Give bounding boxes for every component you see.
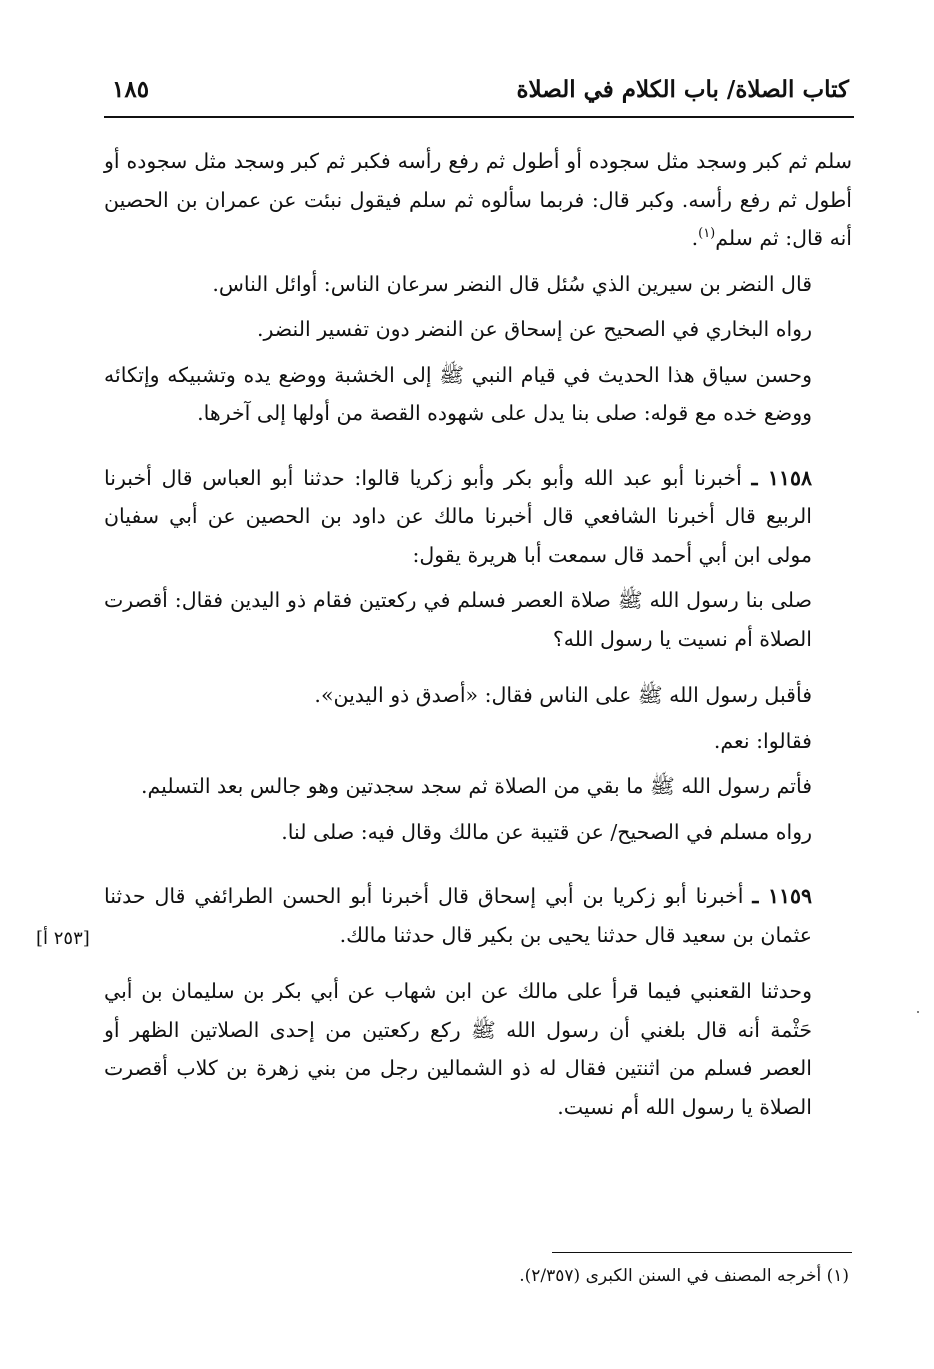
hadith-1158-text: أخبرنا أبو عبد الله وأبو بكر وأبو زكريا قالوا: حدثنا أبو العباس قال أخبرنا الربيع قال أخبرنا الشافعي قال أخبرنا مالك عن داود بن الحصين عن أبي سفيان مولى ابن أبي أحمد قال سمعت أبا هريرة يقول: [104,465,812,567]
paragraph-2: قال النضر بن سيرين الذي سُئل قال النضر سرعان الناس: أوائل الناس. [212,271,812,296]
page-number: ١٨٥ [112,76,150,103]
running-header-title: كتاب الصلاة/ باب الكلام في الصلاة [516,76,849,103]
paragraph-10: رواه مسلم في الصحيح/ عن قتيبة عن مالك وقال فيه: صلى لنا. [281,819,812,844]
footnote-1: (١) أخرجه المصنف في السنن الكبرى (٢/٣٥٧). [519,1266,849,1286]
paragraph-4: وحسن سياق هذا الحديث في قيام النبي ﷺ إلى الخشبة ووضع يده وتشبيكه وإتكائه ووضع خده مع قوله: صلى بنا يدل على شهوده القصة من أولها إلى آخرها. [104,362,812,425]
hadith-1159 [104,877,852,954]
paragraph-1-tail: . [691,226,699,250]
paragraph-1-text: سلم ثم كبر وسجد مثل سجوده أو أطول ثم رفع رأسه فكبر ثم كبر وسجد مثل سجوده أو أطول ثم رفع رأسه. وكبر قال: فربما سألوه ثم سلم فيقول نبئت عن عمران بن الحصين أنه قال: ثم سلم [104,149,852,250]
paragraph-6: صلى بنا رسول الله ﷺ صلاة العصر فسلم في ركعتين فقام ذو اليدين فقال: أقصرت الصلاة أم نسيت يا رسول الله؟ [104,588,812,651]
hadith-number-1159: ١١٥٩ ـ [752,884,812,908]
main-text [104,142,852,1126]
hadith-1159-text: أخبرنا أبو زكريا بن أبي إسحاق قال أخبرنا أبو الحسن الطرائفي قال حدثنا عثمان بن سعيد قال حدثنا يحيى بن بكير قال حدثنا مالك. [104,884,812,947]
footnote-divider [552,1252,852,1253]
paragraph-12: وحدثنا القعنبي فيما قرأ على مالك عن ابن شهاب عن أبي بكر بن سليمان بن أبي حَثْمة أنه قال بلغني أن رسول الله ﷺ ركع ركعتين من إحدى الصلاتين الظهر أو العصر فسلم من اثنتين فقال له ذو الشمالين رجل من بني زهرة بن كلاب أقصرت الصلاة يا رسول الله أم نسيت. [104,979,812,1119]
scan-speck [917,1011,919,1013]
paragraph-9: فأتم رسول الله ﷺ ما بقي من الصلاة ثم سجد سجدتين وهو جالس بعد التسليم. [140,774,812,798]
footnote-reference: (١) [698,226,716,242]
paragraph-1 [104,142,852,258]
header-divider [104,116,854,118]
paragraph-7: فأقبل رسول الله ﷺ على الناس فقال: «أصدق ذو اليدين». [314,683,812,707]
hadith-number-1158: ١١٥٨ ـ [751,465,812,490]
paragraph-3: رواه البخاري في الصحيح عن إسحاق عن النضر دون تفسير النضر. [256,317,812,341]
manuscript-folio-note: [٢٥٣ أ] [36,928,90,949]
paragraph-8: فقالوا: نعم. [713,728,812,753]
hadith-1158 [104,459,852,575]
